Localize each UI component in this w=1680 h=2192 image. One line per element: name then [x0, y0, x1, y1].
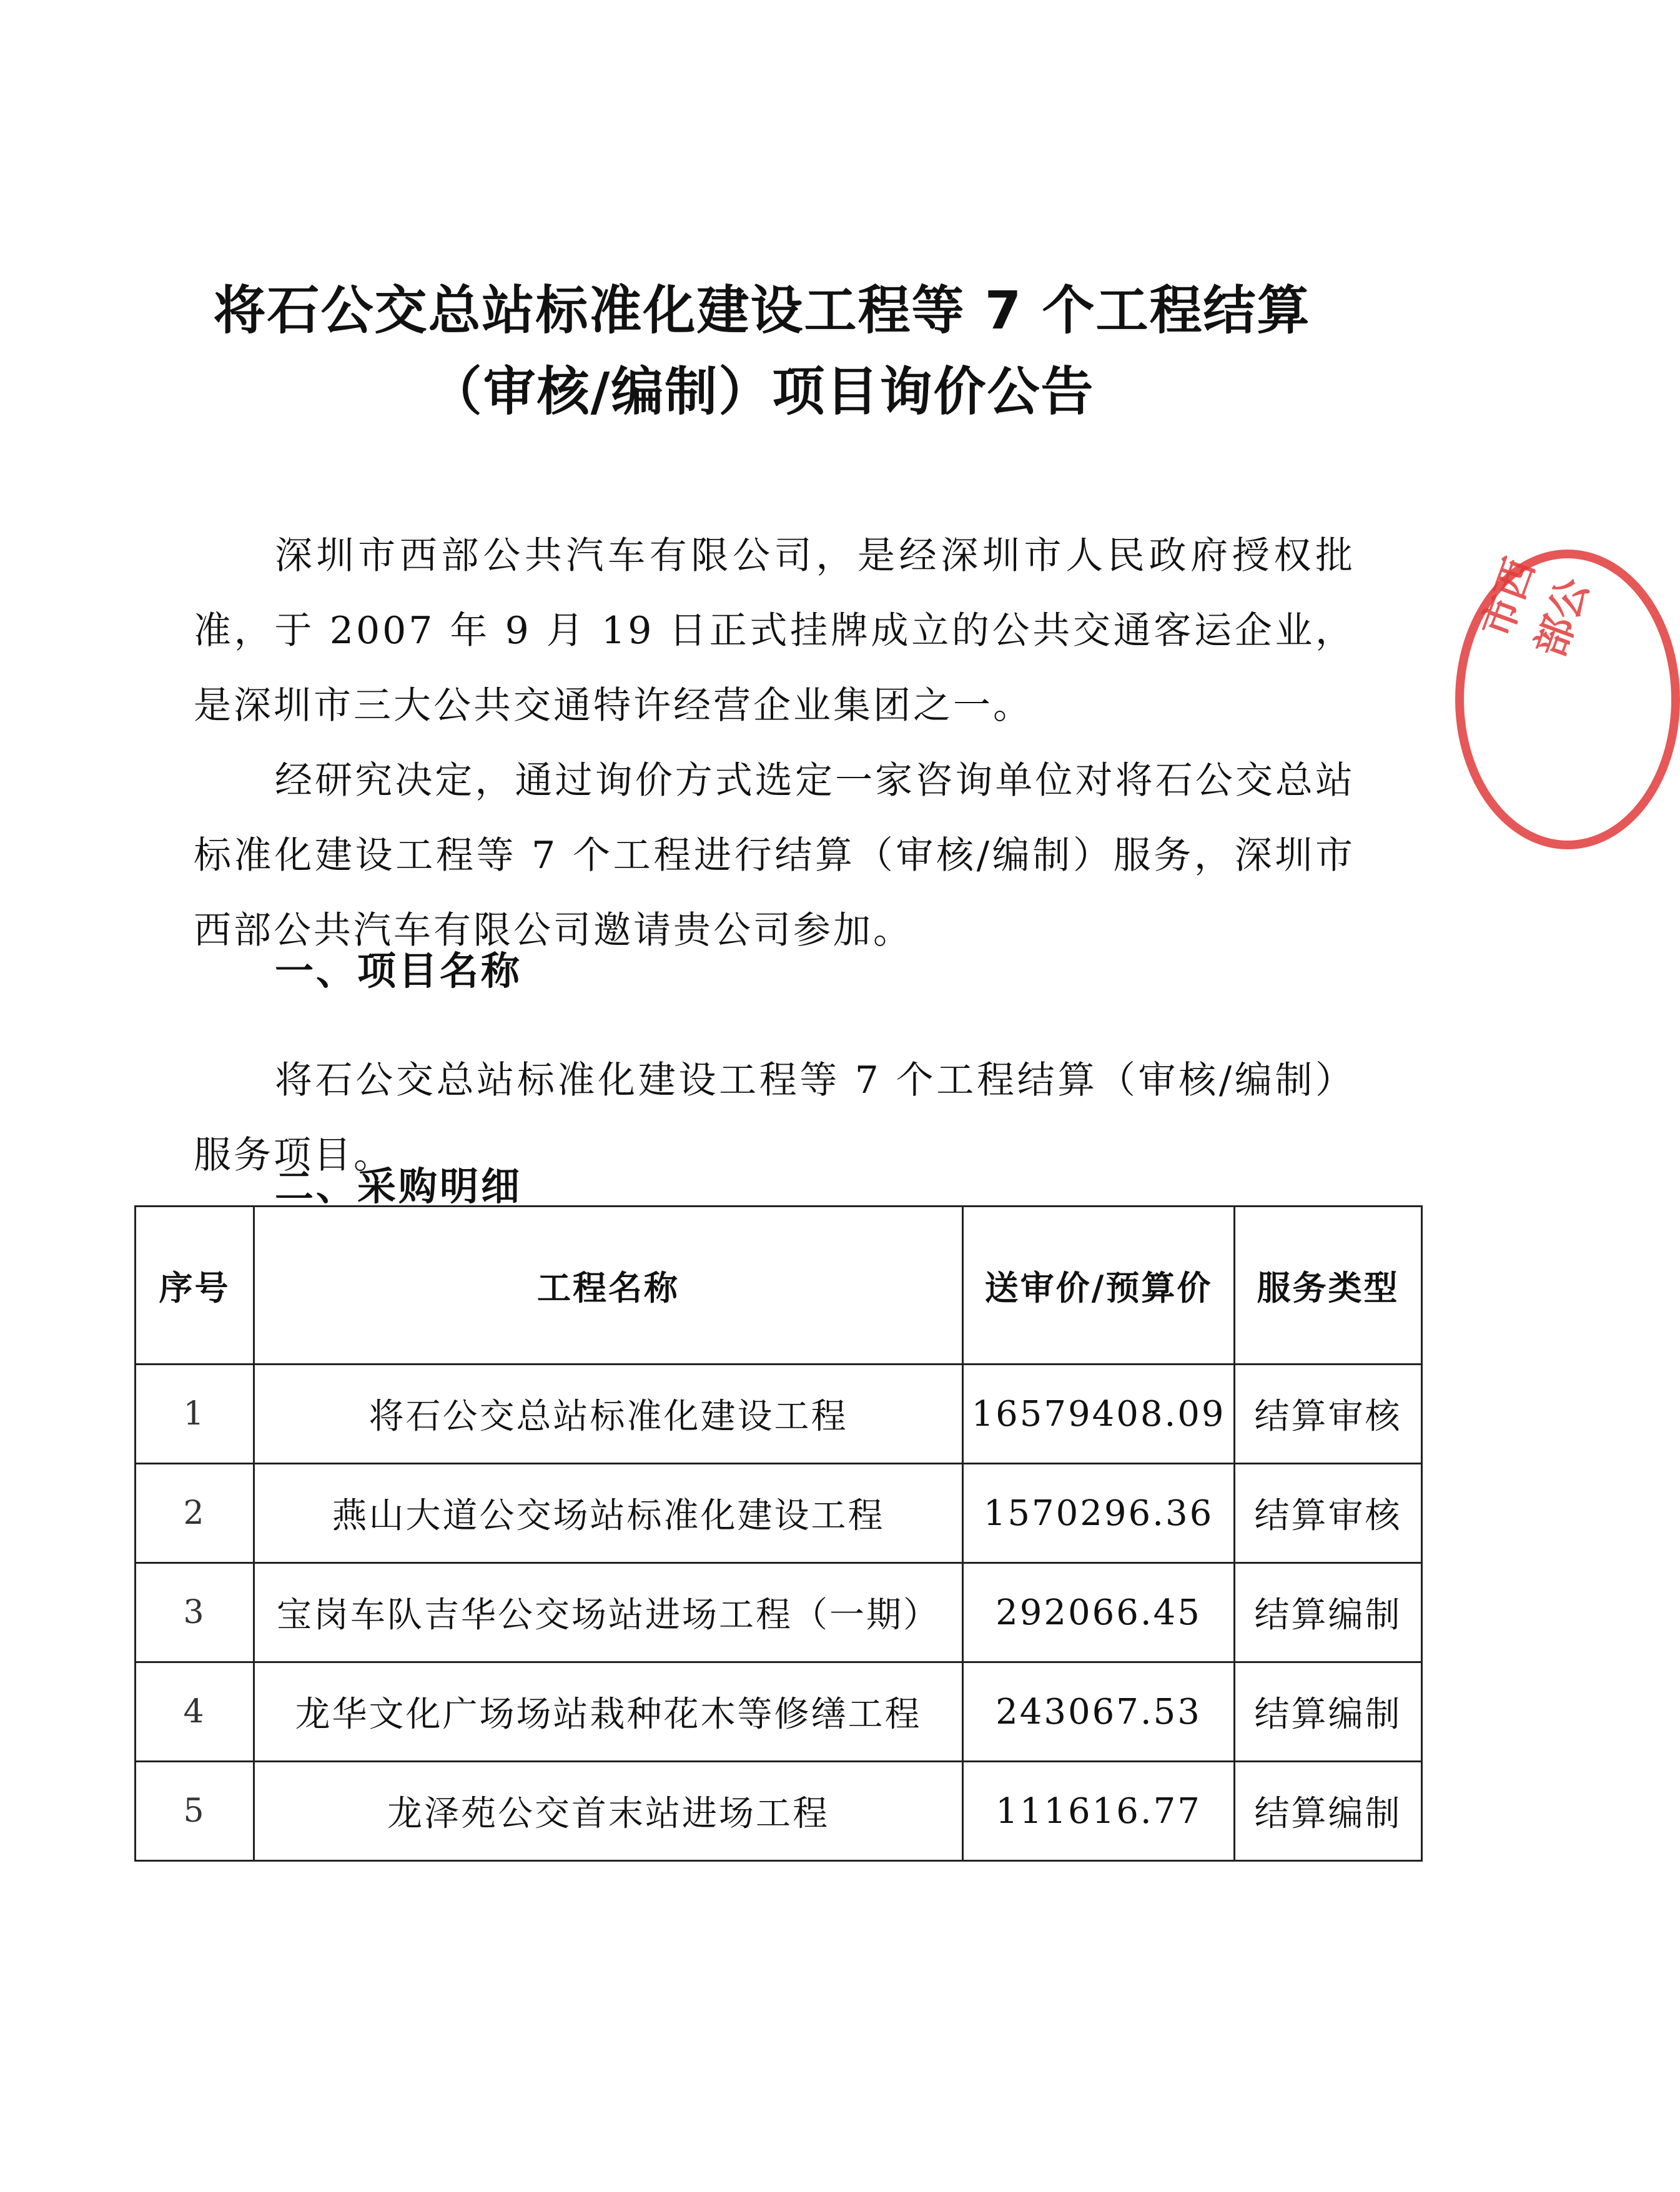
procurement-table — [134, 1205, 1423, 1862]
project-name-paragraph: 将石公交总站标准化建设工程等 7 个工程结算（审核/编制）服务项目。 — [194, 1059, 1355, 1177]
decision-paragraph: 经研究决定，通过询价方式选定一家咨询单位对将石公交总站标准化建设工程等 7 个工程进行结算（审核/编制）服务，深圳市西部公共汽车有限公司邀请贵公司参加。 — [194, 759, 1355, 952]
row-price: 111616.77 — [963, 1762, 1235, 1861]
row-price: 1570296.36 — [963, 1464, 1235, 1563]
document-title-line-2: （审核/编制）项目询价公告 — [429, 361, 1095, 422]
table-header-row — [136, 1207, 1422, 1365]
row-price: 292066.45 — [963, 1563, 1235, 1662]
section-heading-project-name: 一、项目名称 — [275, 948, 523, 994]
row-service-type: 结算编制 — [1235, 1563, 1422, 1662]
row-price: 16579408.09 — [963, 1365, 1235, 1464]
row-no: 3 — [136, 1563, 254, 1662]
row-service-type: 结算审核 — [1235, 1365, 1422, 1464]
header-no: 序号 — [136, 1207, 254, 1365]
row-project-name: 龙华文化广场场站栽种花木等修缮工程 — [254, 1662, 963, 1762]
header-service-type: 服务类型 — [1235, 1207, 1422, 1365]
table-row — [136, 1662, 1422, 1762]
table-row — [136, 1563, 1422, 1662]
row-service-type: 结算编制 — [1235, 1762, 1422, 1861]
row-service-type: 结算审核 — [1235, 1464, 1422, 1563]
row-project-name: 龙泽苑公交首末站进场工程 — [254, 1762, 963, 1861]
row-project-name: 燕山大道公交场站标准化建设工程 — [254, 1464, 963, 1563]
header-project-name: 工程名称 — [254, 1207, 963, 1365]
row-service-type: 结算编制 — [1235, 1662, 1422, 1762]
document-title-line-1: 将石公交总站标准化建设工程等 7 个工程结算 — [213, 280, 1311, 341]
row-price: 243067.53 — [963, 1662, 1235, 1762]
row-project-name: 将石公交总站标准化建设工程 — [254, 1365, 963, 1464]
row-no: 5 — [136, 1762, 254, 1861]
row-no: 4 — [136, 1662, 254, 1762]
row-no: 2 — [136, 1464, 254, 1563]
section-heading-procurement-details: 二、采购明细 — [275, 1163, 523, 1209]
company-seal-text: 市西部公 — [1473, 552, 1598, 663]
row-project-name: 宝岗车队吉华公交场站进场工程（一期） — [254, 1563, 963, 1662]
header-price: 送审价/预算价 — [963, 1207, 1235, 1365]
table-row — [136, 1365, 1422, 1464]
row-no: 1 — [136, 1365, 254, 1464]
table-row — [136, 1464, 1422, 1563]
intro-paragraph: 深圳市西部公共汽车有限公司，是经深圳市人民政府授权批准，于 2007 年 9 月 19 日正式挂牌成立的公共交通客运企业，是深圳市三大公共交通特许经营企业集团之一。 — [194, 534, 1355, 728]
table-row — [136, 1762, 1422, 1861]
